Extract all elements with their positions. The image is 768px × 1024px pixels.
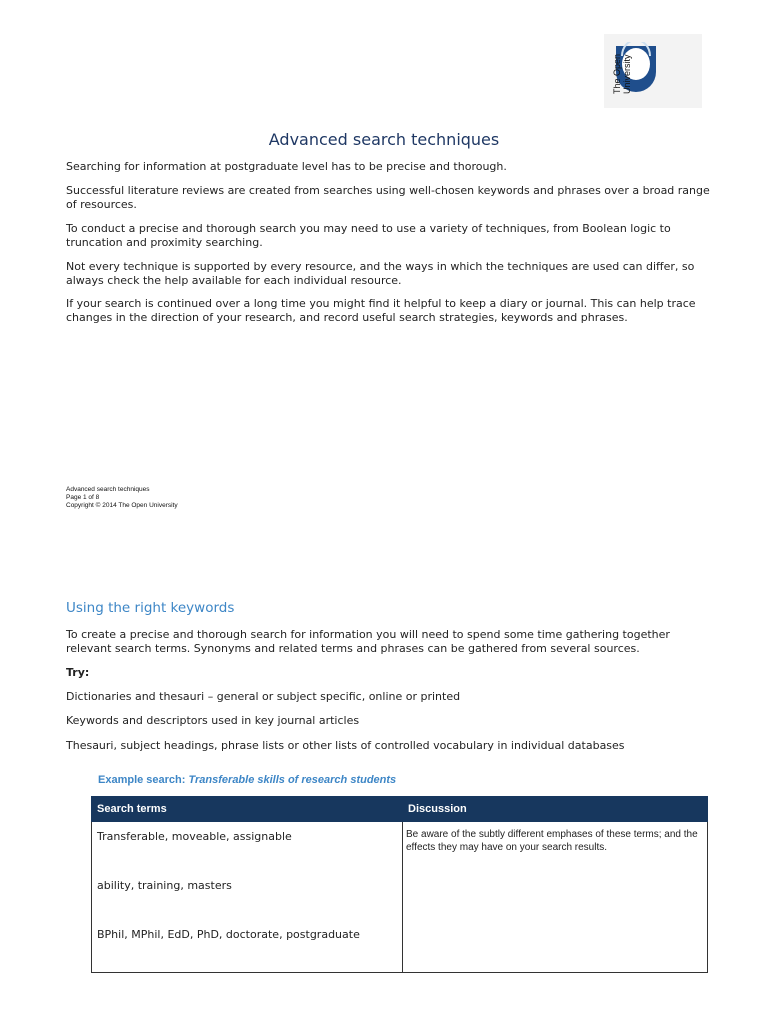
table-row — [92, 822, 708, 973]
search-terms-table — [91, 796, 708, 973]
try-label: Try: — [66, 666, 90, 679]
list-item: Thesauri, subject headings, phrase lists or other lists of controlled vocabulary in individual databases — [66, 739, 625, 752]
table-header-row — [92, 797, 708, 822]
footer-copyright: Copyright © 2014 The Open University — [66, 502, 178, 509]
column-header-discussion: Discussion — [403, 797, 708, 822]
section-paragraph: To create a precise and thorough search for information you will need to spend some time gathering together relevant search terms. Synonyms and related terms and phrases can be gathered from several sources. — [66, 628, 670, 655]
example-search — [98, 774, 396, 786]
column-header-search-terms: Search terms — [92, 797, 403, 822]
discussion-cell — [403, 822, 708, 973]
example-value: Transferable skills of research students — [188, 774, 397, 786]
logo-line-1: The Open — [612, 53, 622, 94]
open-university-logo — [604, 34, 702, 108]
list-item: Keywords and descriptors used in key journal articles — [66, 714, 360, 727]
intro-paragraph-3: To conduct a precise and thorough search you may need to use a variety of techniques, from Boolean logic to truncation and proximity searching. — [66, 222, 671, 249]
example-label: Example search: — [98, 774, 186, 786]
footer-page-number: Page 1 of 8 — [66, 494, 100, 501]
page-title: Advanced search techniques — [268, 130, 500, 149]
discussion-text: Be aware of the subtly different emphases of these terms; and the effects they may have on your search results. — [406, 829, 698, 853]
list-item: Dictionaries and thesauri – general or subject specific, online or printed — [66, 690, 461, 703]
search-term: Transferable, moveable, assignable — [97, 830, 292, 843]
intro-paragraph-4: Not every technique is supported by every resource, and the ways in which the techniques are used can differ, so always check the help available for each individual resource. — [66, 260, 695, 287]
section-heading: Using the right keywords — [66, 600, 235, 616]
search-term: ability, training, masters — [97, 879, 232, 892]
page-footer — [66, 486, 178, 510]
search-term: BPhil, MPhil, EdD, PhD, doctorate, postgraduate — [97, 928, 360, 941]
footer-doc-title: Advanced search techniques — [66, 486, 150, 493]
intro-paragraph-5: If your search is continued over a long time you might find it helpful to keep a diary or journal. This can help trace changes in the direction of your research, and record useful search strategies, keywords and phrases. — [66, 297, 696, 324]
logo-line-2: University — [622, 54, 632, 94]
intro-paragraph-1: Searching for information at postgraduate level has to be precise and thorough. — [66, 160, 507, 173]
search-terms-cell — [92, 822, 403, 973]
intro-paragraph-2: Successful literature reviews are created from searches using well-chosen keywords and phrases over a broad range of resources. — [66, 184, 710, 211]
logo-wordmark — [612, 34, 632, 94]
